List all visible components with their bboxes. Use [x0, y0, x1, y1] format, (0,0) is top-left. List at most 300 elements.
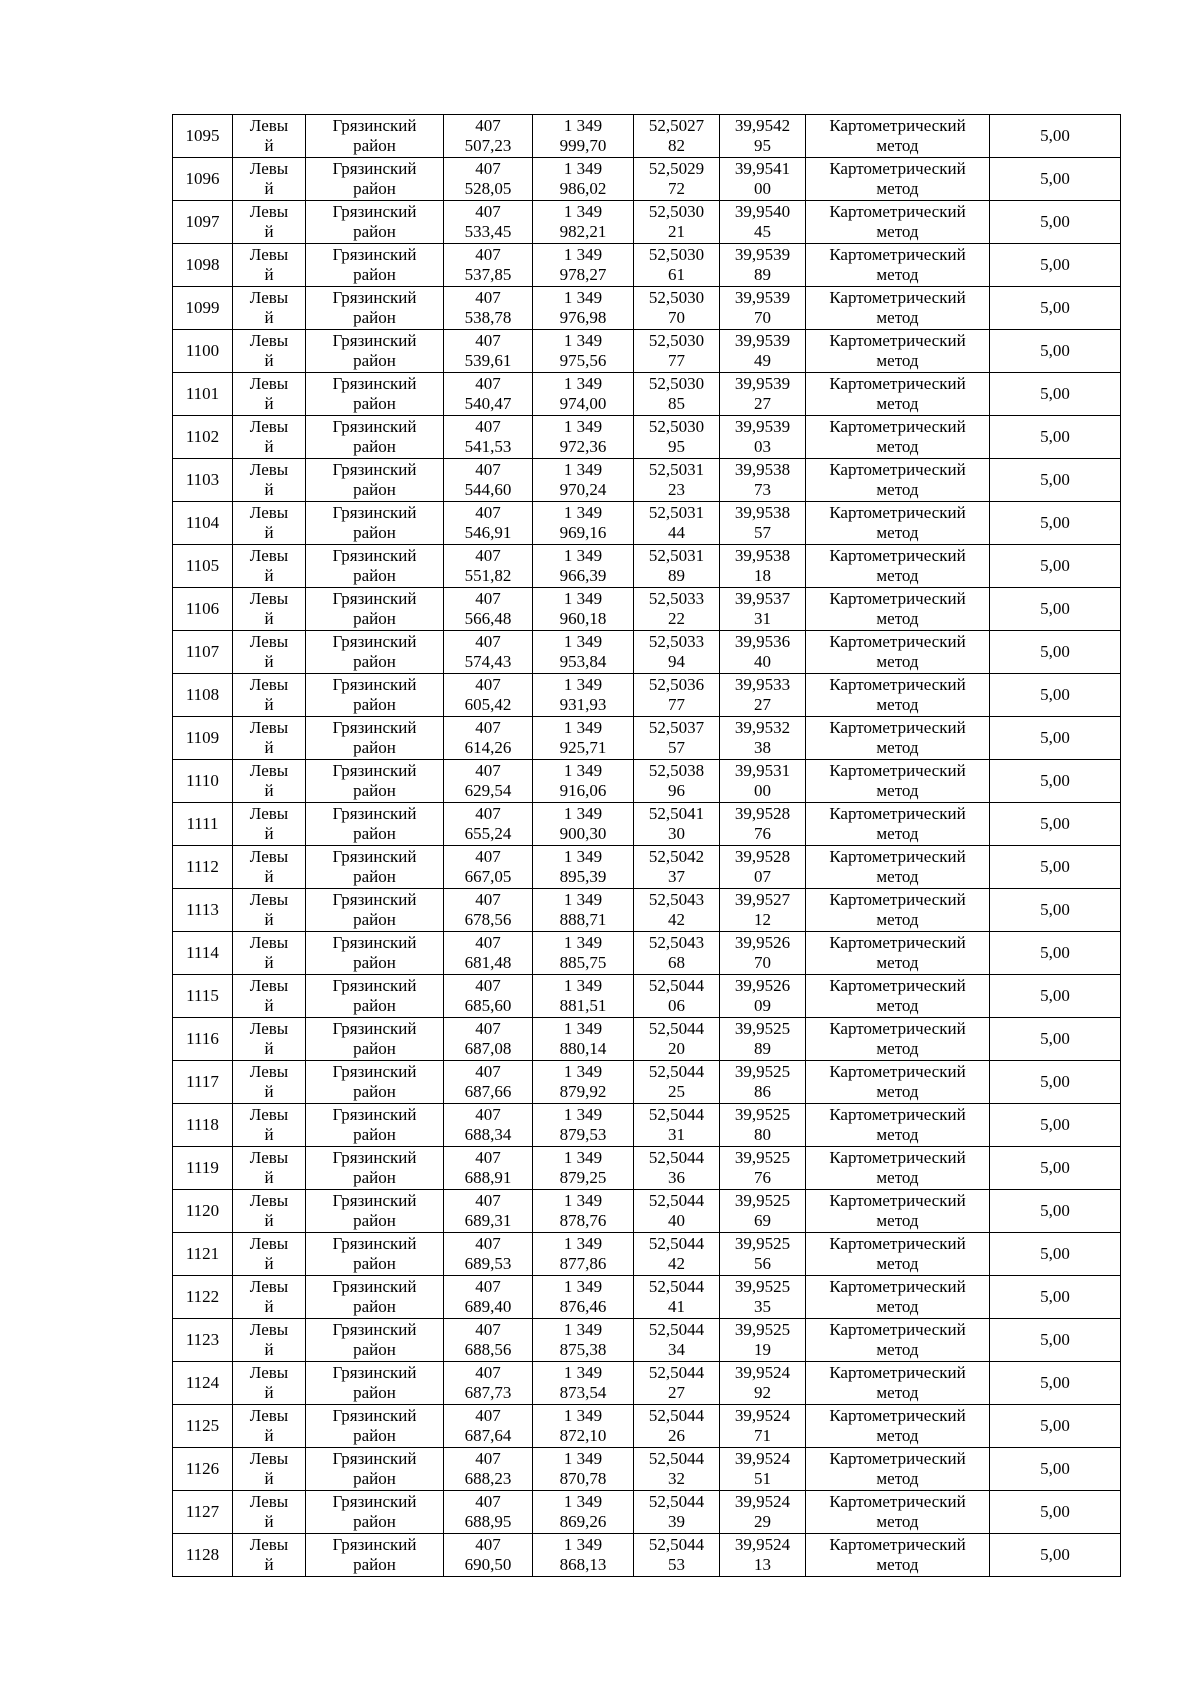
- y-coordinate-cell-line: 1 349: [563, 244, 603, 264]
- x-coordinate-cell-line: 407: [475, 158, 501, 178]
- method-cell-line: метод: [876, 609, 919, 628]
- y-coordinate-cell-line: 1 349: [563, 932, 603, 952]
- side-cell-line: Левы: [249, 502, 289, 522]
- longitude-cell-line: 39,9524: [734, 1448, 791, 1468]
- x-coordinate-cell: [444, 1276, 533, 1319]
- method-cell-line: Картометрический: [829, 1061, 966, 1081]
- side-cell: [233, 1448, 306, 1491]
- district-cell: [306, 975, 444, 1018]
- x-coordinate-cell-line: 540,47: [464, 394, 512, 413]
- side-cell-line: Левы: [249, 760, 289, 780]
- latitude-cell-line: 77: [668, 351, 685, 370]
- y-coordinate-cell-line: 1 349: [563, 1147, 603, 1167]
- accuracy-cell: 5,00: [990, 1104, 1121, 1147]
- x-coordinate-cell-line: 566,48: [464, 609, 512, 628]
- district-cell-line: Грязинский: [332, 803, 417, 823]
- side-cell-line: й: [264, 1340, 274, 1359]
- method-cell: [806, 502, 990, 545]
- latitude-cell-line: 22: [668, 609, 685, 628]
- method-cell-line: Картометрический: [829, 1233, 966, 1253]
- district-cell-line: Грязинский: [332, 459, 417, 479]
- method-cell-line: Картометрический: [829, 1448, 966, 1468]
- y-coordinate-cell-line: 972,36: [559, 437, 607, 456]
- method-cell-line: метод: [876, 1168, 919, 1187]
- longitude-cell-line: 57: [754, 523, 771, 542]
- longitude-cell: [720, 1018, 806, 1061]
- y-coordinate-cell-line: 976,98: [559, 308, 607, 327]
- latitude-cell: [634, 1233, 720, 1276]
- y-coordinate-cell: [533, 889, 634, 932]
- latitude-cell-line: 61: [668, 265, 685, 284]
- method-cell: [806, 1104, 990, 1147]
- x-coordinate-cell-line: 407: [475, 674, 501, 694]
- longitude-cell-line: 39,9532: [734, 717, 791, 737]
- latitude-cell-line: 20: [668, 1039, 685, 1058]
- district-cell-line: район: [353, 179, 396, 198]
- district-cell-line: Грязинский: [332, 502, 417, 522]
- y-coordinate-cell-line: 1 349: [563, 1491, 603, 1511]
- longitude-cell-line: 89: [754, 265, 771, 284]
- y-coordinate-cell-line: 1 349: [563, 545, 603, 565]
- y-coordinate-cell: [533, 1319, 634, 1362]
- y-coordinate-cell: [533, 201, 634, 244]
- table-row: [173, 416, 1121, 459]
- latitude-cell: [634, 1362, 720, 1405]
- latitude-cell-line: 40: [668, 1211, 685, 1230]
- district-cell-line: Грязинский: [332, 932, 417, 952]
- side-cell: [233, 115, 306, 158]
- latitude-cell-line: 52,5044: [648, 1104, 705, 1124]
- y-coordinate-cell-line: 931,93: [559, 695, 607, 714]
- longitude-cell: [720, 1276, 806, 1319]
- latitude-cell-line: 37: [668, 867, 685, 886]
- y-coordinate-cell-line: 969,16: [559, 523, 607, 542]
- y-coordinate-cell: [533, 1061, 634, 1104]
- latitude-cell-line: 52,5031: [648, 459, 705, 479]
- x-coordinate-cell-line: 407: [475, 287, 501, 307]
- method-cell: [806, 1061, 990, 1104]
- latitude-cell-line: 96: [668, 781, 685, 800]
- y-coordinate-cell: [533, 416, 634, 459]
- point-number-cell: 1118: [173, 1104, 233, 1147]
- method-cell: [806, 975, 990, 1018]
- side-cell-line: Левы: [249, 932, 289, 952]
- longitude-cell-line: 39,9536: [734, 631, 791, 651]
- side-cell-line: Левы: [249, 846, 289, 866]
- y-coordinate-cell-line: 876,46: [559, 1297, 607, 1316]
- table-body: [173, 115, 1121, 1577]
- method-cell-line: метод: [876, 1555, 919, 1574]
- side-cell: [233, 287, 306, 330]
- side-cell-line: й: [264, 1125, 274, 1144]
- side-cell: [233, 1190, 306, 1233]
- x-coordinate-cell-line: 667,05: [464, 867, 512, 886]
- longitude-cell-line: 39,9525: [734, 1190, 791, 1210]
- x-coordinate-cell-line: 528,05: [464, 179, 512, 198]
- side-cell: [233, 674, 306, 717]
- side-cell-line: й: [264, 910, 274, 929]
- longitude-cell-line: 39,9528: [734, 803, 791, 823]
- x-coordinate-cell: [444, 201, 533, 244]
- latitude-cell: [634, 717, 720, 760]
- latitude-cell-line: 42: [668, 1254, 685, 1273]
- longitude-cell-line: 39,9538: [734, 459, 791, 479]
- x-coordinate-cell-line: 407: [475, 1534, 501, 1554]
- side-cell-line: Левы: [249, 674, 289, 694]
- district-cell-line: район: [353, 953, 396, 972]
- longitude-cell-line: 29: [754, 1512, 771, 1531]
- accuracy-cell: 5,00: [990, 1405, 1121, 1448]
- x-coordinate-cell: [444, 631, 533, 674]
- y-coordinate-cell-line: 868,13: [559, 1555, 607, 1574]
- longitude-cell: [720, 932, 806, 975]
- latitude-cell-line: 52,5043: [648, 889, 705, 909]
- y-coordinate-cell-line: 974,00: [559, 394, 607, 413]
- accuracy-cell: 5,00: [990, 975, 1121, 1018]
- side-cell-line: й: [264, 1082, 274, 1101]
- y-coordinate-cell-line: 879,53: [559, 1125, 607, 1144]
- y-coordinate-cell: [533, 1362, 634, 1405]
- method-cell-line: Картометрический: [829, 287, 966, 307]
- y-coordinate-cell-line: 900,30: [559, 824, 607, 843]
- district-cell: [306, 588, 444, 631]
- x-coordinate-cell-line: 689,31: [464, 1211, 512, 1230]
- district-cell-line: район: [353, 1383, 396, 1402]
- district-cell-line: Грязинский: [332, 1233, 417, 1253]
- side-cell: [233, 1362, 306, 1405]
- method-cell: [806, 1534, 990, 1577]
- y-coordinate-cell-line: 966,39: [559, 566, 607, 585]
- longitude-cell-line: 39,9524: [734, 1362, 791, 1382]
- side-cell-line: Левы: [249, 631, 289, 651]
- latitude-cell: [634, 502, 720, 545]
- y-coordinate-cell-line: 878,76: [559, 1211, 607, 1230]
- latitude-cell-line: 52,5043: [648, 932, 705, 952]
- longitude-cell-line: 18: [754, 566, 771, 585]
- side-cell: [233, 201, 306, 244]
- longitude-cell-line: 39,9539: [734, 330, 791, 350]
- district-cell-line: район: [353, 523, 396, 542]
- y-coordinate-cell: [533, 459, 634, 502]
- point-number-cell: 1111: [173, 803, 233, 846]
- longitude-cell-line: 39,9542: [734, 115, 791, 135]
- point-number-cell: 1117: [173, 1061, 233, 1104]
- method-cell-line: Картометрический: [829, 1405, 966, 1425]
- table-row: [173, 201, 1121, 244]
- y-coordinate-cell-line: 873,54: [559, 1383, 607, 1402]
- method-cell-line: метод: [876, 953, 919, 972]
- accuracy-cell: 5,00: [990, 1061, 1121, 1104]
- y-coordinate-cell-line: 1 349: [563, 846, 603, 866]
- latitude-cell-line: 44: [668, 523, 685, 542]
- y-coordinate-cell-line: 879,92: [559, 1082, 607, 1101]
- latitude-cell-line: 41: [668, 1297, 685, 1316]
- x-coordinate-cell: [444, 459, 533, 502]
- table-row: [173, 1190, 1121, 1233]
- method-cell: [806, 1018, 990, 1061]
- method-cell: [806, 1319, 990, 1362]
- accuracy-cell: 5,00: [990, 889, 1121, 932]
- district-cell-line: район: [353, 1512, 396, 1531]
- accuracy-cell: 5,00: [990, 244, 1121, 287]
- side-cell-line: Левы: [249, 1448, 289, 1468]
- latitude-cell: [634, 244, 720, 287]
- method-cell: [806, 760, 990, 803]
- side-cell-line: Левы: [249, 1147, 289, 1167]
- method-cell-line: метод: [876, 480, 919, 499]
- district-cell-line: Грязинский: [332, 846, 417, 866]
- longitude-cell: [720, 631, 806, 674]
- longitude-cell-line: 39,9526: [734, 975, 791, 995]
- longitude-cell-line: 39,9526: [734, 932, 791, 952]
- method-cell: [806, 1448, 990, 1491]
- latitude-cell: [634, 373, 720, 416]
- accuracy-cell: 5,00: [990, 674, 1121, 717]
- latitude-cell: [634, 1405, 720, 1448]
- side-cell-line: Левы: [249, 1104, 289, 1124]
- method-cell-line: Картометрический: [829, 1319, 966, 1339]
- method-cell: [806, 674, 990, 717]
- longitude-cell-line: 39,9528: [734, 846, 791, 866]
- table-row: [173, 1362, 1121, 1405]
- accuracy-cell: 5,00: [990, 1190, 1121, 1233]
- district-cell: [306, 846, 444, 889]
- accuracy-cell: 5,00: [990, 545, 1121, 588]
- side-cell-line: й: [264, 1168, 274, 1187]
- x-coordinate-cell: [444, 889, 533, 932]
- side-cell-line: Левы: [249, 975, 289, 995]
- y-coordinate-cell-line: 1 349: [563, 1104, 603, 1124]
- method-cell-line: Картометрический: [829, 545, 966, 565]
- side-cell-line: Левы: [249, 244, 289, 264]
- latitude-cell-line: 77: [668, 695, 685, 714]
- y-coordinate-cell-line: 986,02: [559, 179, 607, 198]
- x-coordinate-cell: [444, 803, 533, 846]
- longitude-cell-line: 38: [754, 738, 771, 757]
- y-coordinate-cell-line: 1 349: [563, 803, 603, 823]
- method-cell-line: метод: [876, 1426, 919, 1445]
- x-coordinate-cell-line: 539,61: [464, 351, 512, 370]
- district-cell: [306, 244, 444, 287]
- x-coordinate-cell-line: 689,53: [464, 1254, 512, 1273]
- longitude-cell-line: 89: [754, 1039, 771, 1058]
- district-cell-line: район: [353, 566, 396, 585]
- y-coordinate-cell-line: 1 349: [563, 631, 603, 651]
- y-coordinate-cell-line: 1 349: [563, 287, 603, 307]
- x-coordinate-cell-line: 407: [475, 201, 501, 221]
- longitude-cell-line: 39,9539: [734, 373, 791, 393]
- longitude-cell-line: 39,9540: [734, 201, 791, 221]
- side-cell-line: й: [264, 867, 274, 886]
- table-row: [173, 287, 1121, 330]
- district-cell-line: район: [353, 1555, 396, 1574]
- district-cell-line: Грязинский: [332, 1104, 417, 1124]
- latitude-cell-line: 52,5044: [648, 1362, 705, 1382]
- latitude-cell: [634, 846, 720, 889]
- side-cell: [233, 545, 306, 588]
- district-cell-line: район: [353, 652, 396, 671]
- point-number-cell: 1124: [173, 1362, 233, 1405]
- latitude-cell: [634, 1319, 720, 1362]
- side-cell-line: й: [264, 1555, 274, 1574]
- latitude-cell: [634, 889, 720, 932]
- x-coordinate-cell: [444, 1018, 533, 1061]
- latitude-cell-line: 52,5044: [648, 1491, 705, 1511]
- side-cell-line: й: [264, 1512, 274, 1531]
- x-coordinate-cell-line: 614,26: [464, 738, 512, 757]
- latitude-cell-line: 52,5044: [648, 1233, 705, 1253]
- side-cell-line: й: [264, 523, 274, 542]
- x-coordinate-cell-line: 407: [475, 1104, 501, 1124]
- district-cell: [306, 330, 444, 373]
- district-cell-line: район: [353, 695, 396, 714]
- longitude-cell-line: 92: [754, 1383, 771, 1402]
- x-coordinate-cell-line: 507,23: [464, 136, 512, 155]
- district-cell-line: Грязинский: [332, 1405, 417, 1425]
- x-coordinate-cell: [444, 588, 533, 631]
- latitude-cell-line: 72: [668, 179, 685, 198]
- district-cell: [306, 158, 444, 201]
- side-cell: [233, 846, 306, 889]
- method-cell-line: Картометрический: [829, 803, 966, 823]
- method-cell: [806, 1190, 990, 1233]
- accuracy-cell: 5,00: [990, 846, 1121, 889]
- point-number-cell: 1108: [173, 674, 233, 717]
- latitude-cell: [634, 588, 720, 631]
- accuracy-cell: 5,00: [990, 760, 1121, 803]
- district-cell: [306, 631, 444, 674]
- latitude-cell-line: 52,5037: [648, 717, 705, 737]
- table-row: [173, 502, 1121, 545]
- y-coordinate-cell-line: 1 349: [563, 1190, 603, 1210]
- method-cell-line: метод: [876, 1125, 919, 1144]
- x-coordinate-cell-line: 407: [475, 1448, 501, 1468]
- side-cell-line: Левы: [249, 1190, 289, 1210]
- latitude-cell-line: 52,5044: [648, 1319, 705, 1339]
- x-coordinate-cell-line: 688,91: [464, 1168, 512, 1187]
- x-coordinate-cell-line: 688,34: [464, 1125, 512, 1144]
- district-cell: [306, 1104, 444, 1147]
- table-row: [173, 760, 1121, 803]
- method-cell-line: метод: [876, 824, 919, 843]
- latitude-cell-line: 25: [668, 1082, 685, 1101]
- latitude-cell-line: 52,5041: [648, 803, 705, 823]
- method-cell-line: метод: [876, 1512, 919, 1531]
- side-cell-line: Левы: [249, 588, 289, 608]
- district-cell-line: район: [353, 1297, 396, 1316]
- method-cell-line: метод: [876, 1340, 919, 1359]
- side-cell-line: Левы: [249, 717, 289, 737]
- x-coordinate-cell: [444, 158, 533, 201]
- y-coordinate-cell: [533, 1276, 634, 1319]
- table-row: [173, 1534, 1121, 1577]
- district-cell: [306, 1405, 444, 1448]
- longitude-cell: [720, 158, 806, 201]
- point-number-cell: 1122: [173, 1276, 233, 1319]
- y-coordinate-cell-line: 1 349: [563, 158, 603, 178]
- table-row: [173, 1448, 1121, 1491]
- side-cell-line: й: [264, 652, 274, 671]
- latitude-cell-line: 23: [668, 480, 685, 499]
- latitude-cell: [634, 201, 720, 244]
- longitude-cell: [720, 373, 806, 416]
- x-coordinate-cell-line: 690,50: [464, 1555, 512, 1574]
- accuracy-cell: 5,00: [990, 502, 1121, 545]
- y-coordinate-cell: [533, 545, 634, 588]
- longitude-cell-line: 45: [754, 222, 771, 241]
- y-coordinate-cell-line: 1 349: [563, 1018, 603, 1038]
- latitude-cell-line: 52,5030: [648, 330, 705, 350]
- latitude-cell-line: 94: [668, 652, 685, 671]
- longitude-cell-line: 39,9525: [734, 1104, 791, 1124]
- district-cell-line: Грязинский: [332, 674, 417, 694]
- side-cell-line: Левы: [249, 330, 289, 350]
- side-cell-line: й: [264, 695, 274, 714]
- longitude-cell: [720, 1190, 806, 1233]
- method-cell-line: Картометрический: [829, 1534, 966, 1554]
- latitude-cell: [634, 1190, 720, 1233]
- district-cell-line: район: [353, 136, 396, 155]
- y-coordinate-cell: [533, 760, 634, 803]
- method-cell-line: Картометрический: [829, 373, 966, 393]
- district-cell: [306, 115, 444, 158]
- latitude-cell-line: 31: [668, 1125, 685, 1144]
- x-coordinate-cell: [444, 1147, 533, 1190]
- latitude-cell: [634, 760, 720, 803]
- longitude-cell-line: 76: [754, 824, 771, 843]
- accuracy-cell: 5,00: [990, 287, 1121, 330]
- latitude-cell-line: 52,5038: [648, 760, 705, 780]
- y-coordinate-cell: [533, 932, 634, 975]
- table-row: [173, 244, 1121, 287]
- latitude-cell: [634, 1061, 720, 1104]
- method-cell: [806, 244, 990, 287]
- y-coordinate-cell-line: 999,70: [559, 136, 607, 155]
- method-cell-line: метод: [876, 308, 919, 327]
- side-cell-line: й: [264, 308, 274, 327]
- accuracy-cell: 5,00: [990, 1147, 1121, 1190]
- longitude-cell: [720, 201, 806, 244]
- y-coordinate-cell-line: 1 349: [563, 416, 603, 436]
- method-cell-line: метод: [876, 1469, 919, 1488]
- y-coordinate-cell-line: 870,78: [559, 1469, 607, 1488]
- side-cell-line: й: [264, 179, 274, 198]
- district-cell: [306, 459, 444, 502]
- longitude-cell: [720, 803, 806, 846]
- method-cell-line: метод: [876, 652, 919, 671]
- y-coordinate-cell: [533, 846, 634, 889]
- longitude-cell-line: 07: [754, 867, 771, 886]
- district-cell: [306, 1233, 444, 1276]
- point-number-cell: 1103: [173, 459, 233, 502]
- y-coordinate-cell-line: 916,06: [559, 781, 607, 800]
- x-coordinate-cell: [444, 1190, 533, 1233]
- district-cell-line: район: [353, 867, 396, 886]
- side-cell-line: й: [264, 1254, 274, 1273]
- latitude-cell-line: 42: [668, 910, 685, 929]
- x-coordinate-cell: [444, 846, 533, 889]
- latitude-cell-line: 52,5044: [648, 1190, 705, 1210]
- point-number-cell: 1107: [173, 631, 233, 674]
- longitude-cell-line: 49: [754, 351, 771, 370]
- latitude-cell-line: 52,5044: [648, 1448, 705, 1468]
- latitude-cell-line: 30: [668, 824, 685, 843]
- x-coordinate-cell-line: 541,53: [464, 437, 512, 456]
- latitude-cell-line: 89: [668, 566, 685, 585]
- district-cell-line: район: [353, 222, 396, 241]
- x-coordinate-cell-line: 685,60: [464, 996, 512, 1015]
- side-cell: [233, 502, 306, 545]
